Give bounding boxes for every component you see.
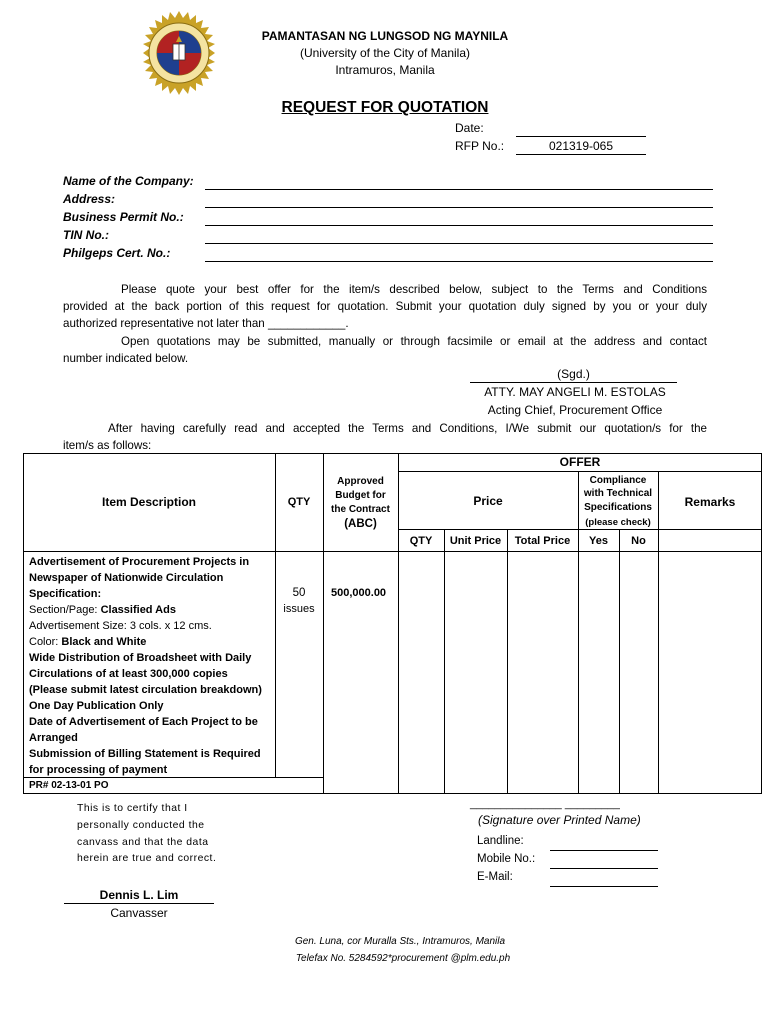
compliance-header-line-3: Specifications: [584, 502, 652, 513]
canvasser-line: [64, 903, 214, 904]
canvasser-role: Canvasser: [110, 906, 168, 920]
instruction-line-1: Please quote your best offer for the item/s described below, subject to the Terms and Conditions: [121, 283, 707, 296]
item-line-10: One Day Publication Only: [29, 700, 164, 712]
rfp-label: RFP No.:: [455, 139, 505, 153]
tin-field[interactable]: [205, 243, 713, 244]
item-line-9: (Please submit latest circulation breakdown): [29, 684, 262, 696]
item-line-11: Date of Advertisement of Each Project to be: [29, 716, 258, 728]
yes-header: Yes: [589, 535, 608, 547]
business-permit-label: Business Permit No.:: [63, 210, 184, 224]
acceptance-line-2: item/s as follows:: [63, 439, 152, 452]
item-qty: 50: [292, 587, 306, 599]
price-header: Price: [473, 494, 503, 508]
qty-header: QTY: [287, 496, 311, 508]
acceptance-line-1: After having carefully read and accepted the Terms and Conditions, I/We submit our quotation/s for the: [108, 422, 707, 435]
compliance-header-line-1: Compliance: [589, 475, 647, 486]
remarks-header: Remarks: [684, 495, 736, 509]
university-english-name: (University of the City of Manila): [299, 46, 471, 60]
item-line-6-label: Color:: [29, 636, 62, 648]
pr-number: PR# 02-13-01 PO: [29, 780, 109, 791]
compliance-yes-cell[interactable]: [579, 552, 619, 794]
footer-address: Gen. Luna, cor Muralla Sts., Intramuros, Manila: [294, 936, 506, 947]
signatory-name: ATTY. MAY ANGELI M. ESTOLAS: [484, 385, 666, 399]
address-field[interactable]: [205, 207, 713, 208]
certification-line-1: This is to certify that I: [77, 803, 188, 814]
university-location: Intramuros, Manila: [335, 63, 435, 77]
submission-line-2: number indicated below.: [63, 352, 189, 365]
company-name-label: Name of the Company:: [63, 174, 194, 188]
email-field[interactable]: [550, 886, 658, 887]
quotation-table: [23, 453, 762, 794]
signatory-line: [470, 382, 677, 383]
instruction-line-3: authorized representative not later than ____________.: [63, 317, 349, 330]
landline-label: Landline:: [477, 835, 524, 847]
item-line-7: Wide Distribution of Broadsheet with Daily: [29, 652, 252, 664]
certification-line-2: personally conducted the: [77, 820, 205, 831]
total-price-header: Total Price: [514, 535, 571, 547]
item-line-4-value: Classified Ads: [100, 604, 176, 616]
certification-line-4: herein are true and correct.: [77, 853, 217, 864]
item-line-5: Advertisement Size: 3 cols. x 12 cms.: [29, 620, 212, 632]
mobile-field[interactable]: [550, 868, 658, 869]
item-line-12: Arranged: [29, 732, 78, 744]
item-line-1: Advertisement of Procurement Projects in: [29, 556, 250, 568]
unit-price-cell[interactable]: [445, 552, 507, 794]
abc-header-line-2: Budget for: [335, 490, 386, 501]
landline-field[interactable]: [550, 850, 658, 851]
offer-header: OFFER: [559, 455, 601, 469]
item-line-6: [29, 635, 146, 651]
item-line-2: Newspaper of Nationwide Circulation: [29, 572, 224, 584]
item-line-6-value: Black and White: [61, 636, 147, 648]
item-abc: 500,000.00: [331, 587, 387, 599]
supplier-signature-line[interactable]: _______________ _________: [470, 798, 620, 810]
signatory-title: Acting Chief, Procurement Office: [487, 403, 663, 417]
total-price-cell[interactable]: [508, 552, 578, 794]
item-line-3: Specification:: [29, 588, 102, 600]
university-name: PAMANTASAN NG LUNGSOD NG MAYNILA: [261, 29, 509, 43]
item-line-8: Circulations of at least 300,000 copies: [29, 668, 228, 680]
item-line-4-label: Section/Page:: [29, 604, 101, 616]
unit-price-header: Unit Price: [449, 535, 502, 547]
item-line-13: Submission of Billing Statement is Required: [29, 748, 261, 760]
compliance-no-cell[interactable]: [620, 552, 658, 794]
signed-mark: (Sgd.): [557, 367, 590, 381]
offer-qty-cell[interactable]: [399, 552, 444, 794]
rfp-underline: [516, 154, 646, 155]
document-title: REQUEST FOR QUOTATION: [281, 99, 489, 116]
mobile-label: Mobile No.:: [477, 853, 536, 865]
compliance-header-line-2: with Technical: [583, 488, 653, 499]
abc-header-line-1: Approved: [337, 476, 384, 487]
compliance-header-line-4: (please check): [585, 517, 651, 528]
remarks-cell[interactable]: [659, 552, 761, 794]
footer-contact: Telefax No. 5284592*procurement @plm.edu.ph: [295, 953, 511, 964]
canvasser-name: Dennis L. Lim: [99, 888, 179, 902]
item-line-4: [29, 603, 176, 619]
item-description-header: Item Description: [101, 495, 197, 509]
signature-caption: (Signature over Printed Name): [478, 813, 641, 827]
submission-line-1: Open quotations may be submitted, manually or through facsimile or email at the address and contact: [121, 335, 707, 348]
date-label: Date:: [455, 121, 484, 135]
tin-label: TIN No.:: [63, 228, 109, 242]
address-label: Address:: [63, 192, 116, 206]
company-name-field[interactable]: [205, 189, 713, 190]
abc-header-line-4: (ABC): [344, 518, 377, 530]
philgeps-label: Philgeps Cert. No.:: [63, 246, 171, 260]
philgeps-field[interactable]: [205, 261, 713, 262]
date-underline: [516, 136, 646, 137]
instruction-line-2: provided at the back portion of this request for quotation. Submit your quotation duly signed by you or your duly: [63, 300, 707, 313]
certification-line-3: canvass and that the data: [77, 837, 209, 848]
item-line-14: for processing of payment: [29, 764, 168, 776]
item-unit: issues: [283, 603, 315, 615]
email-label: E-Mail:: [477, 871, 513, 883]
abc-header-line-3: the Contract: [331, 504, 390, 515]
rfp-number: 021319-065: [548, 139, 614, 153]
business-permit-field[interactable]: [205, 225, 713, 226]
no-header: No: [631, 535, 646, 547]
offer-qty-header: QTY: [409, 535, 433, 547]
